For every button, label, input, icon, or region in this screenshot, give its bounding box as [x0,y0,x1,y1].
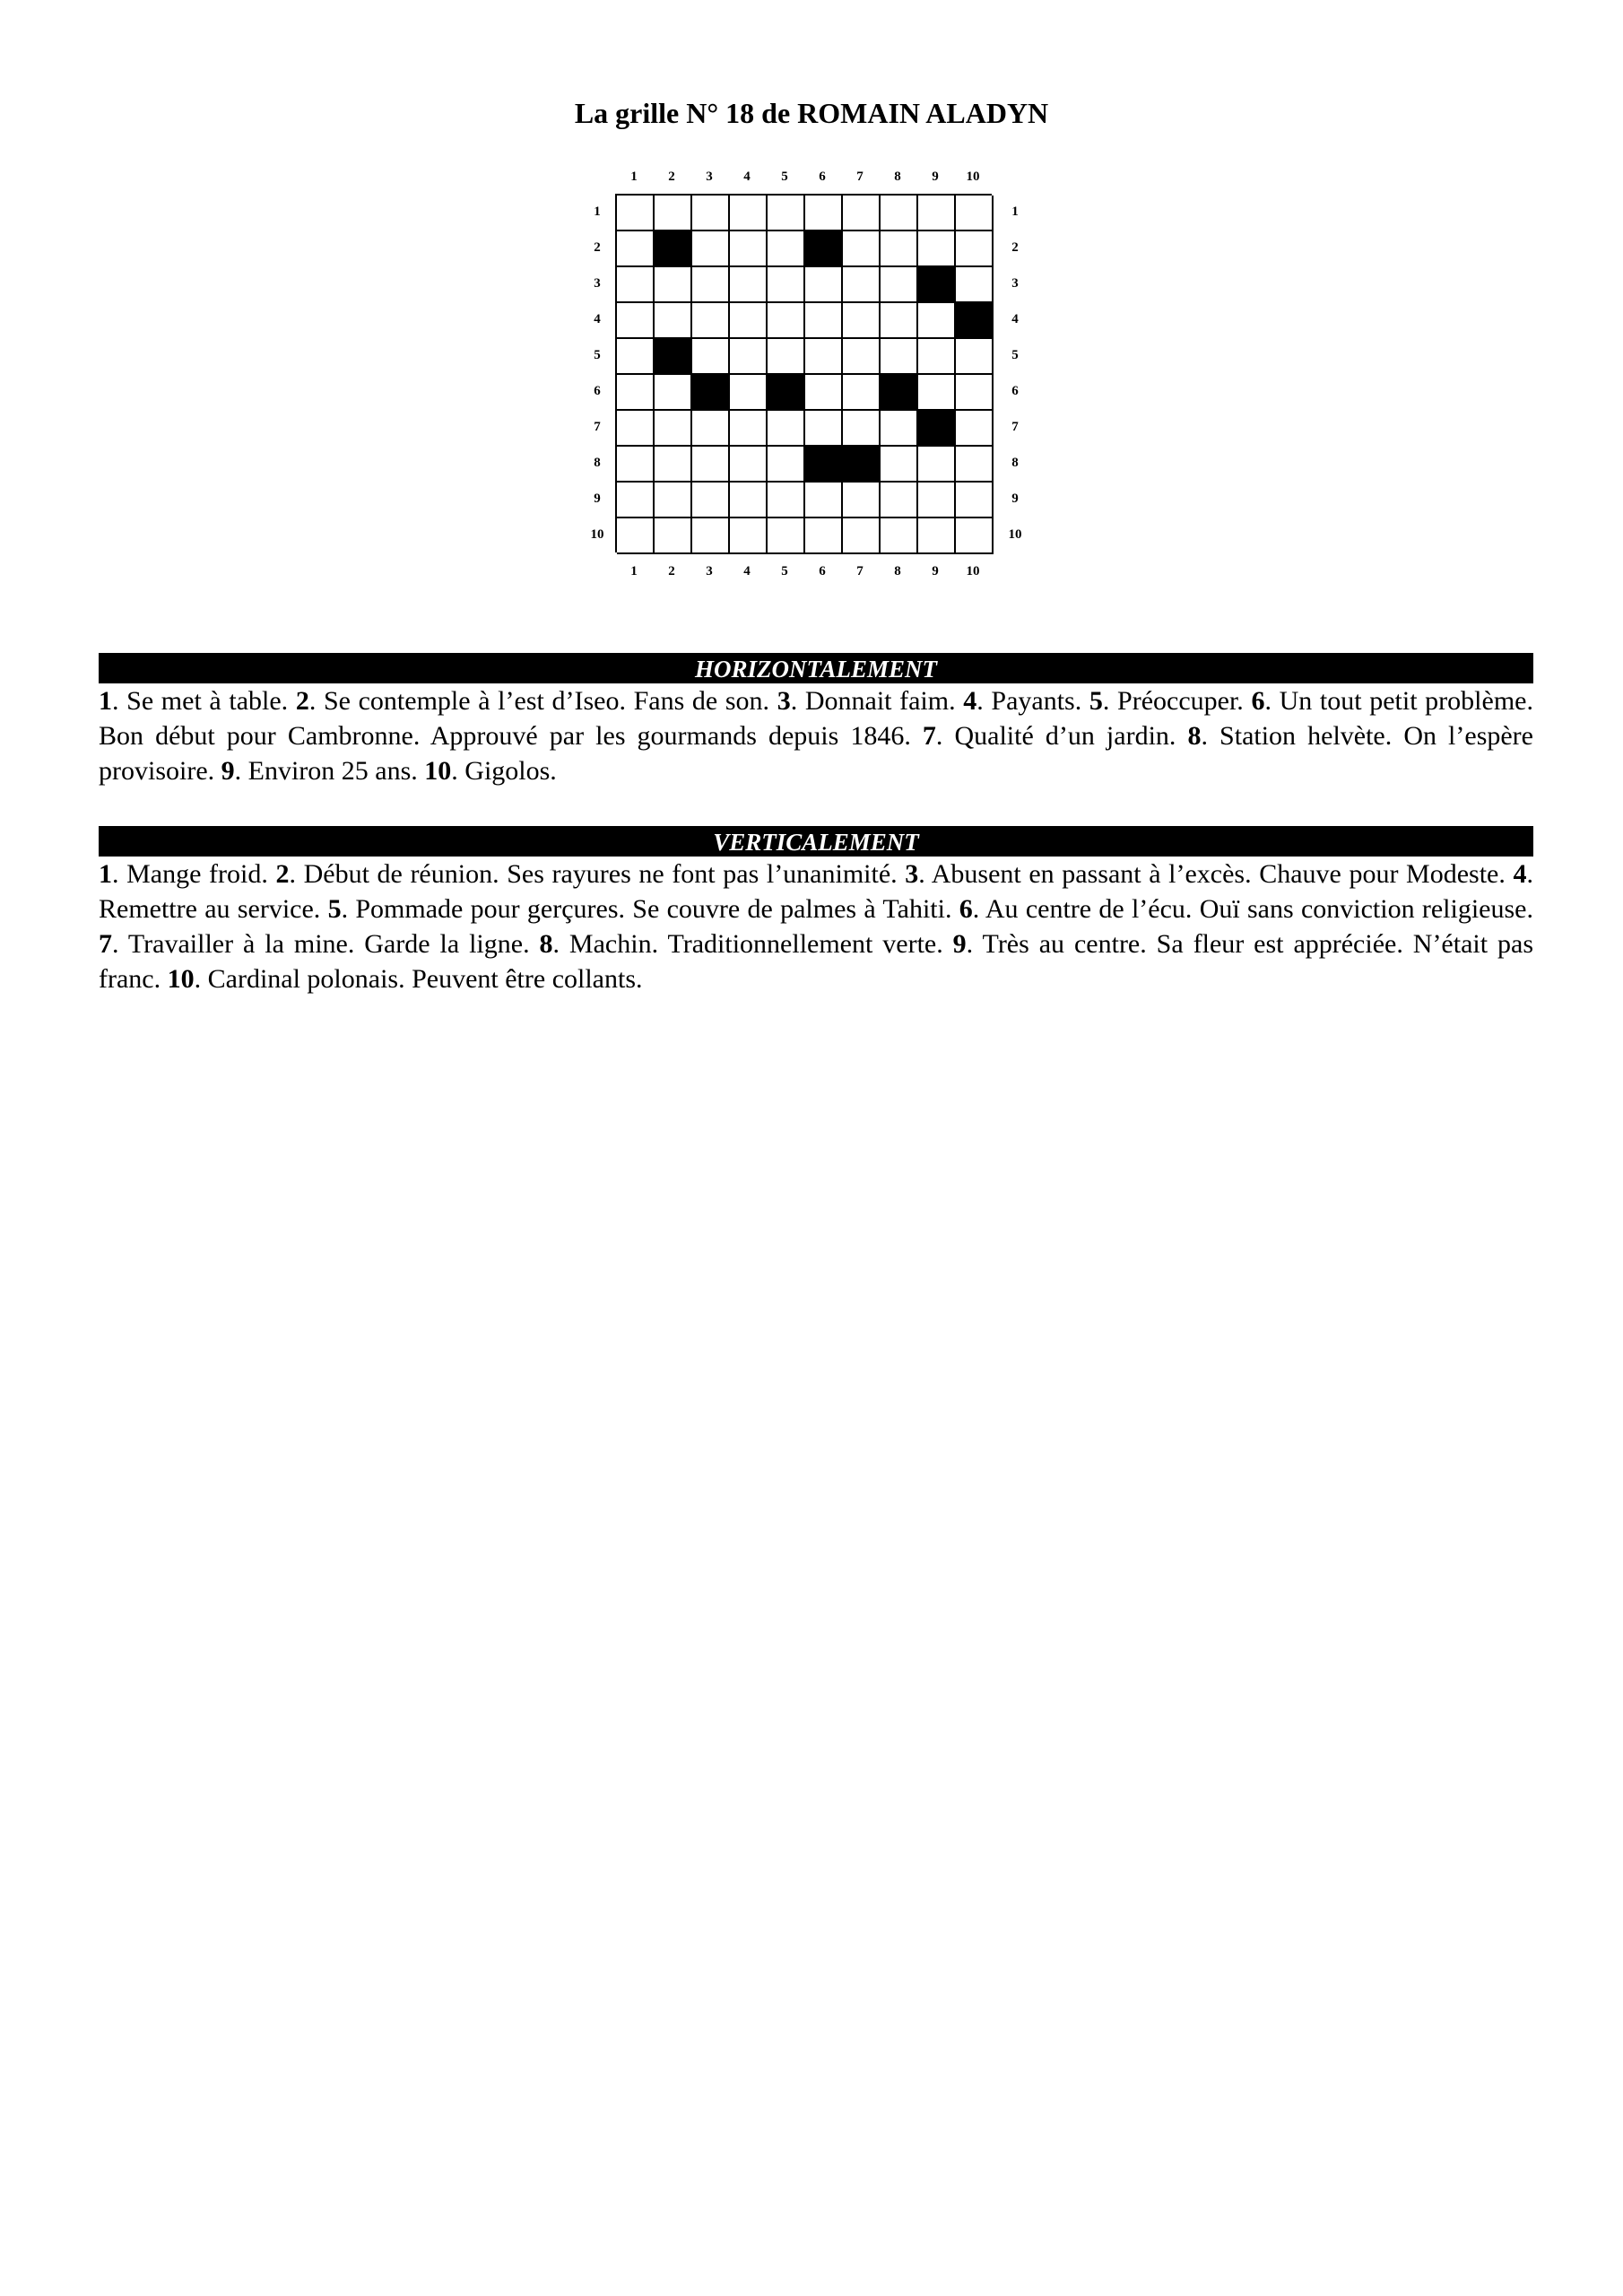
horizontal-clue-text-10: . Gigolos. [451,756,557,786]
black-cell-2-2 [655,231,692,267]
grid-cell-10-1[interactable] [617,518,655,554]
row-label-left-1: 1 [594,204,601,219]
grid-cell-6-9[interactable] [918,375,956,411]
row-label-right-4: 4 [1011,311,1019,326]
row-label-left-6: 6 [594,383,601,398]
horizontal-clue-text-8: . Station helvète. On l’espère provisoire. [99,721,1533,786]
grid-cell-8-4[interactable] [730,447,768,483]
grid-cell-4-9[interactable] [918,303,956,339]
grid-cell-3-5[interactable] [768,267,805,303]
horizontal-clue-number-4: 4 [963,686,977,716]
row-label-right-1: 1 [1011,204,1019,219]
grid-cell-10-8[interactable] [881,518,918,554]
black-cell-7-9 [918,411,956,447]
grid-cell-3-4[interactable] [730,267,768,303]
black-cell-6-5 [768,375,805,411]
grid-cell-7-2[interactable] [655,411,692,447]
column-label-top-6: 6 [819,169,826,184]
column-label-top-4: 4 [743,169,751,184]
grid-cell-1-9[interactable] [918,196,956,231]
grid-cell-9-2[interactable] [655,483,692,518]
grid-cell-1-4[interactable] [730,196,768,231]
grid-cell-6-1[interactable] [617,375,655,411]
row-labels-left [579,194,615,552]
grid-cell-4-7[interactable] [843,303,881,339]
grid-cell-7-4[interactable] [730,411,768,447]
vertical-clue-text-10: . Cardinal polonais. Peuvent être collants. [194,964,643,994]
horizontal-clue-text-1: . Se met à table. [112,686,296,716]
grid-cell-6-7[interactable] [843,375,881,411]
row-label-right-2: 2 [1011,239,1019,255]
grid-cell-2-4[interactable] [730,231,768,267]
vertical-clue-number-1: 1 [99,859,112,889]
column-label-top-1: 1 [630,169,638,184]
row-label-right-10: 10 [1008,526,1022,542]
grid-cell-9-10[interactable] [956,483,994,518]
vertical-header: VERTICALEMENT [99,826,1533,857]
column-label-bottom-4: 4 [743,563,751,578]
grid-cell-10-6[interactable] [805,518,843,554]
grid-cell-7-7[interactable] [843,411,881,447]
grid-cell-8-5[interactable] [768,447,805,483]
grid-cell-9-5[interactable] [768,483,805,518]
grid-cell-2-7[interactable] [843,231,881,267]
grid-cell-7-6[interactable] [805,411,843,447]
grid-cell-5-3[interactable] [692,339,730,375]
grid-cell-3-6[interactable] [805,267,843,303]
grid-cell-2-3[interactable] [692,231,730,267]
column-label-bottom-10: 10 [966,563,980,578]
grid-cell-6-2[interactable] [655,375,692,411]
grid-cell-5-8[interactable] [881,339,918,375]
row-label-left-4: 4 [594,311,601,326]
column-labels-bottom [615,558,992,585]
column-label-bottom-3: 3 [706,563,713,578]
grid-cell-1-1[interactable] [617,196,655,231]
horizontal-clue-text-7: . Qualité d’un jardin. [935,721,1188,751]
black-cell-3-9 [918,267,956,303]
grid-cell-9-7[interactable] [843,483,881,518]
grid-cell-4-6[interactable] [805,303,843,339]
grid-cell-9-6[interactable] [805,483,843,518]
grid-cell-9-1[interactable] [617,483,655,518]
grid-cell-4-8[interactable] [881,303,918,339]
row-label-left-7: 7 [594,419,601,434]
grid-cell-1-7[interactable] [843,196,881,231]
grid-cell-10-2[interactable] [655,518,692,554]
grid-cell-7-8[interactable] [881,411,918,447]
vertical-clue-text-7: . Travailler à la mine. Garde la ligne. [112,929,540,959]
grid-cell-3-10[interactable] [956,267,994,303]
column-labels-top [615,163,992,190]
horizontal-clue-number-10: 10 [424,756,452,786]
grid-cell-8-2[interactable] [655,447,692,483]
grid-cell-3-8[interactable] [881,267,918,303]
grid-cell-9-8[interactable] [881,483,918,518]
horizontal-clue-number-9: 9 [221,756,235,786]
row-labels-right [997,194,1033,552]
crossword-grid-area [574,163,1058,585]
grid-cell-1-10[interactable] [956,196,994,231]
black-cell-2-6 [805,231,843,267]
grid-cell-4-2[interactable] [655,303,692,339]
row-label-left-3: 3 [594,275,601,291]
vertical-clues-section [99,826,1533,996]
row-label-left-10: 10 [590,526,604,542]
grid-cell-2-1[interactable] [617,231,655,267]
horizontal-clue-number-6: 6 [1251,686,1265,716]
vertical-clue-text-4: . Remettre au service. [99,859,1533,924]
column-label-top-3: 3 [706,169,713,184]
vertical-clue-number-8: 8 [539,929,553,959]
horizontal-clue-number-5: 5 [1089,686,1103,716]
vertical-clue-text-8: . Machin. Traditionnellement verte. [552,929,953,959]
grid-cell-10-4[interactable] [730,518,768,554]
vertical-clue-number-3: 3 [905,859,919,889]
row-label-right-7: 7 [1011,419,1019,434]
black-cell-6-8 [881,375,918,411]
grid-cell-6-6[interactable] [805,375,843,411]
column-label-top-5: 5 [781,169,788,184]
grid-cell-8-9[interactable] [918,447,956,483]
row-label-left-8: 8 [594,455,601,470]
grid-cell-10-3[interactable] [692,518,730,554]
grid-cell-9-3[interactable] [692,483,730,518]
grid-cell-10-9[interactable] [918,518,956,554]
black-cell-8-6 [805,447,843,483]
horizontal-clue-text-2: . Se contemple à l’est d’Iseo. Fans de son. [308,686,777,716]
vertical-clue-text-9: . Très au centre. Sa fleur est appréciée. N’était pas franc. [99,929,1533,994]
grid-cell-1-2[interactable] [655,196,692,231]
black-cell-5-2 [655,339,692,375]
grid-cell-4-1[interactable] [617,303,655,339]
grid-cell-7-10[interactable] [956,411,994,447]
vertical-clue-number-10: 10 [167,964,195,994]
row-label-right-8: 8 [1011,455,1019,470]
horizontal-clue-number-7: 7 [922,721,936,751]
grid-cell-8-10[interactable] [956,447,994,483]
grid-cell-5-9[interactable] [918,339,956,375]
horizontal-clue-number-3: 3 [777,686,791,716]
row-label-right-3: 3 [1011,275,1019,291]
grid-cell-5-4[interactable] [730,339,768,375]
horizontal-clue-text-4: . Payants. [976,686,1089,716]
grid-cell-3-1[interactable] [617,267,655,303]
column-label-bottom-7: 7 [856,563,864,578]
vertical-clue-text-3: . Abusent en passant à l’excès. Chauve pour Modeste. [918,859,1514,889]
column-label-bottom-2: 2 [668,563,675,578]
grid-cell-4-3[interactable] [692,303,730,339]
grid-cell-5-5[interactable] [768,339,805,375]
grid-cell-2-10[interactable] [956,231,994,267]
vertical-clue-text-5: . Pommade pour gerçures. Se couvre de palmes à Tahiti. [341,894,959,924]
horizontal-clue-text-3: . Donnait faim. [790,686,964,716]
vertical-clue-number-7: 7 [99,929,112,959]
horizontal-clue-text-9: . Environ 25 ans. [234,756,425,786]
grid-cell-2-5[interactable] [768,231,805,267]
black-cell-6-3 [692,375,730,411]
grid-cell-4-5[interactable] [768,303,805,339]
vertical-clue-number-4: 4 [1513,859,1527,889]
grid-cell-2-8[interactable] [881,231,918,267]
crossword-grid [615,194,992,552]
vertical-clue-number-5: 5 [327,894,342,924]
grid-cell-9-9[interactable] [918,483,956,518]
grid-cell-1-6[interactable] [805,196,843,231]
vertical-clue-text-1: . Mange froid. [112,859,276,889]
grid-cell-4-4[interactable] [730,303,768,339]
row-label-right-9: 9 [1011,491,1019,506]
grid-cell-10-5[interactable] [768,518,805,554]
column-label-top-10: 10 [966,169,980,184]
grid-cell-3-3[interactable] [692,267,730,303]
row-label-right-6: 6 [1011,383,1019,398]
vertical-clue-text-6: . Au centre de l’écu. Ouï sans conviction religieuse. [972,894,1533,924]
column-label-bottom-1: 1 [630,563,638,578]
grid-cell-1-5[interactable] [768,196,805,231]
grid-cell-7-1[interactable] [617,411,655,447]
vertical-clue-number-9: 9 [952,929,967,959]
grid-cell-1-8[interactable] [881,196,918,231]
vertical-clue-number-2: 2 [275,859,290,889]
grid-cell-6-10[interactable] [956,375,994,411]
horizontal-clue-number-8: 8 [1187,721,1202,751]
grid-cell-7-3[interactable] [692,411,730,447]
row-label-right-5: 5 [1011,347,1019,362]
grid-cell-9-4[interactable] [730,483,768,518]
grid-cell-8-8[interactable] [881,447,918,483]
column-label-top-9: 9 [932,169,939,184]
grid-cell-8-1[interactable] [617,447,655,483]
horizontal-clues-section [99,653,1533,788]
vertical-clues [99,857,1533,996]
grid-cell-1-3[interactable] [692,196,730,231]
grid-cell-3-2[interactable] [655,267,692,303]
black-cell-4-10 [956,303,994,339]
column-label-bottom-6: 6 [819,563,826,578]
horizontal-header: HORIZONTALEMENT [99,653,1533,683]
grid-cell-5-1[interactable] [617,339,655,375]
grid-cell-5-10[interactable] [956,339,994,375]
column-label-top-8: 8 [894,169,901,184]
grid-cell-7-5[interactable] [768,411,805,447]
row-label-left-2: 2 [594,239,601,255]
column-label-top-7: 7 [856,169,864,184]
row-label-left-9: 9 [594,491,601,506]
horizontal-clue-number-2: 2 [295,686,309,716]
vertical-clue-number-6: 6 [959,894,973,924]
page-title: La grille N° 18 de ROMAIN ALADYN [574,97,1049,129]
grid-cell-10-10[interactable] [956,518,994,554]
grid-cell-2-9[interactable] [918,231,956,267]
horizontal-clue-number-1: 1 [99,686,112,716]
row-label-left-5: 5 [594,347,601,362]
grid-cell-6-4[interactable] [730,375,768,411]
horizontal-clue-text-6: . Un tout petit problème. Bon début pour Cambronne. Approuvé par les gourmands depuis 1846. [99,686,1533,751]
grid-cell-5-7[interactable] [843,339,881,375]
grid-cell-5-6[interactable] [805,339,843,375]
black-cell-8-7 [843,447,881,483]
column-label-bottom-5: 5 [781,563,788,578]
column-label-bottom-8: 8 [894,563,901,578]
grid-cell-10-7[interactable] [843,518,881,554]
grid-cell-8-3[interactable] [692,447,730,483]
horizontal-clue-text-5: . Préoccuper. [1102,686,1252,716]
grid-cell-3-7[interactable] [843,267,881,303]
column-label-bottom-9: 9 [932,563,939,578]
horizontal-clues [99,683,1533,788]
column-label-top-2: 2 [668,169,675,184]
vertical-clue-text-2: . Début de réunion. Ses rayures ne font pas l’unanimité. [289,859,906,889]
